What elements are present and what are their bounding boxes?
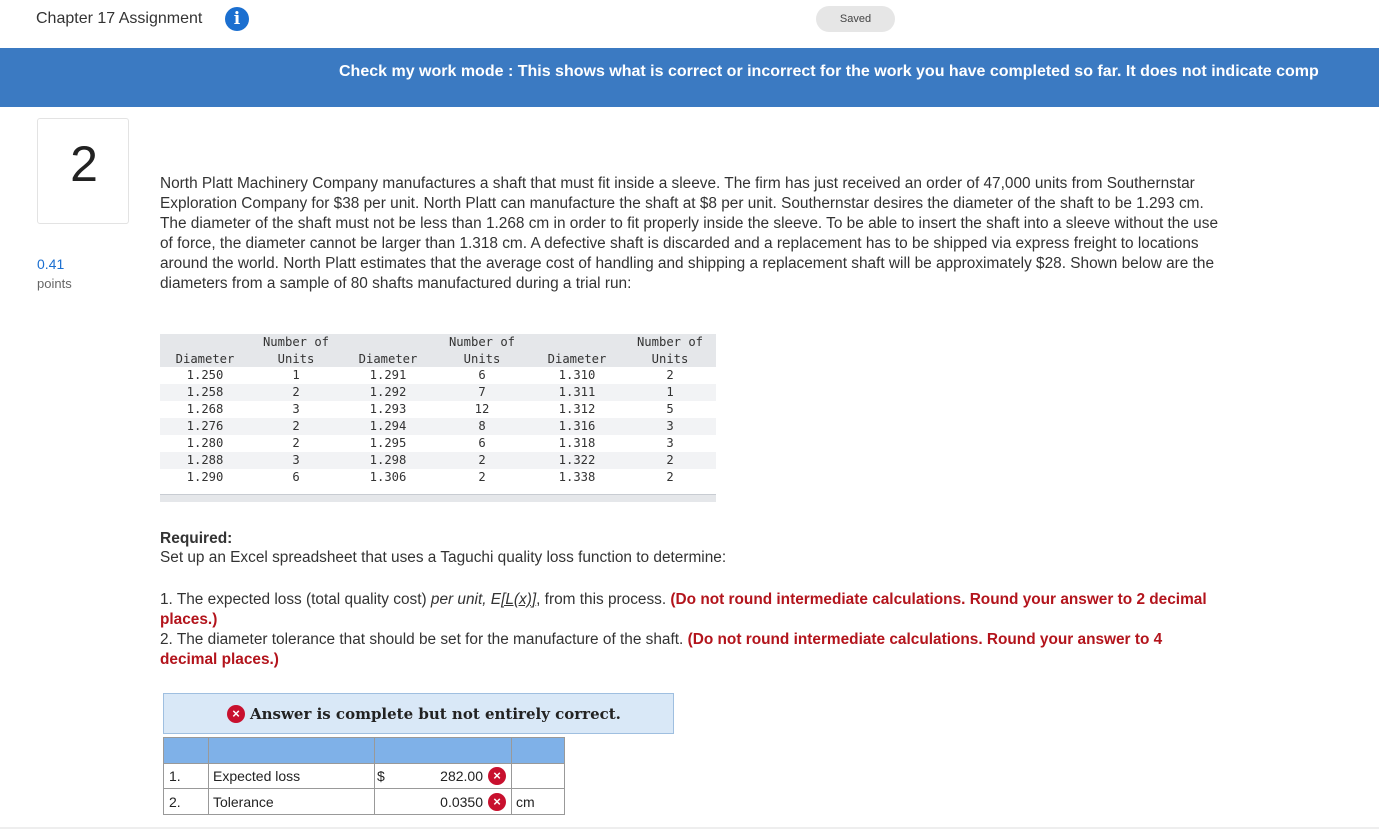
header-number-of-3: Number of bbox=[636, 335, 704, 349]
diameter-cell: 1.258 bbox=[186, 385, 224, 399]
top-bar bbox=[0, 0, 1379, 48]
units-cell: 2 bbox=[666, 453, 674, 467]
diameter-cell: 1.318 bbox=[558, 436, 596, 450]
diameter-cell: 1.268 bbox=[186, 402, 224, 416]
answer-row-number bbox=[163, 763, 209, 789]
diameter-cell: 1.288 bbox=[186, 453, 224, 467]
units-cell: 2 bbox=[666, 368, 674, 382]
units-cell: 2 bbox=[666, 470, 674, 484]
header-units-2: Units bbox=[463, 352, 501, 366]
answer-header-cell bbox=[511, 737, 565, 764]
units-cell: 1 bbox=[666, 385, 674, 399]
x-circle-icon: × bbox=[227, 705, 245, 723]
tolerance-input[interactable] bbox=[374, 788, 512, 815]
diameter-cell: 1.312 bbox=[558, 402, 596, 416]
answer-status-text: Answer is complete but not entirely correct. bbox=[250, 705, 621, 723]
diameter-cell: 1.338 bbox=[558, 470, 596, 484]
tolerance-unit: cm bbox=[516, 794, 535, 810]
expected-loss-input[interactable] bbox=[374, 763, 512, 789]
units-cell: 1 bbox=[292, 368, 300, 382]
units-cell: 3 bbox=[292, 453, 300, 467]
item2-prefix: 2. The diameter tolerance that should be set for the manufacture of the shaft. bbox=[160, 631, 688, 648]
assignment-title: Chapter 17 Assignment bbox=[36, 10, 203, 27]
points-value: 0.41 bbox=[37, 256, 65, 272]
units-cell: 6 bbox=[478, 368, 486, 382]
answer-row-label bbox=[208, 763, 375, 789]
units-cell: 5 bbox=[666, 402, 674, 416]
answer-row-label bbox=[208, 788, 375, 815]
diameter-cell: 1.298 bbox=[369, 453, 407, 467]
required-item-1 bbox=[160, 590, 1220, 630]
question-number-box bbox=[37, 118, 129, 224]
units-cell: 2 bbox=[292, 385, 300, 399]
required-item-2 bbox=[160, 630, 1220, 670]
diameter-cell: 1.316 bbox=[558, 419, 596, 433]
units-cell: 6 bbox=[478, 436, 486, 450]
required-title: Required: bbox=[160, 530, 233, 547]
required-list bbox=[160, 590, 1220, 670]
banner-text: Check my work mode : This shows what is correct or incorrect for the work you have completed so far. It does not indicate comp bbox=[339, 63, 1319, 80]
units-cell: 8 bbox=[478, 419, 486, 433]
shaft-diameter-table bbox=[160, 334, 716, 502]
units-cell: 2 bbox=[478, 470, 486, 484]
header-number-of-2: Number of bbox=[448, 335, 516, 349]
units-cell: 3 bbox=[666, 419, 674, 433]
diameter-cell: 1.290 bbox=[186, 470, 224, 484]
units-cell: 3 bbox=[666, 436, 674, 450]
answer-row-number bbox=[163, 788, 209, 815]
header-diameter-1: Diameter bbox=[175, 352, 235, 366]
diameter-cell: 1.306 bbox=[369, 470, 407, 484]
diameter-cell: 1.276 bbox=[186, 419, 224, 433]
expected-loss-label: Expected loss bbox=[213, 768, 301, 784]
diameter-cell: 1.295 bbox=[369, 436, 407, 450]
units-cell: 3 bbox=[292, 402, 300, 416]
tolerance-value: 0.0350 bbox=[440, 794, 483, 810]
diameter-cell: 1.311 bbox=[558, 385, 596, 399]
units-cell: 2 bbox=[292, 436, 300, 450]
points-label: points bbox=[37, 276, 72, 291]
item1-prefix: 1. The expected loss (total quality cost) bbox=[160, 591, 431, 608]
diameter-cell: 1.250 bbox=[186, 368, 224, 382]
table-bottom-border bbox=[160, 494, 716, 502]
diameter-cell: 1.291 bbox=[369, 368, 407, 382]
answer-header-cell bbox=[374, 737, 512, 764]
answer-unit-cell bbox=[511, 763, 565, 789]
diameter-cell: 1.292 bbox=[369, 385, 407, 399]
header-diameter-2: Diameter bbox=[358, 352, 418, 366]
diameter-cell: 1.294 bbox=[369, 419, 407, 433]
diameter-cell: 1.310 bbox=[558, 368, 596, 382]
required-intro: Set up an Excel spreadsheet that uses a Taguchi quality loss function to determine: bbox=[160, 549, 727, 566]
row-2-num: 2. bbox=[169, 794, 181, 810]
item1-bracket: [L(x)] bbox=[501, 591, 537, 608]
answer-header-cell bbox=[208, 737, 375, 764]
expected-loss-value: 282.00 bbox=[440, 768, 483, 784]
header-number-of-1: Number of bbox=[262, 335, 330, 349]
header-diameter-3: Diameter bbox=[547, 352, 607, 366]
units-cell: 6 bbox=[292, 470, 300, 484]
units-cell: 2 bbox=[478, 453, 486, 467]
item2-rounding-note: (Do not round intermediate calculations. Round your answer to 4 decimal places.) bbox=[160, 631, 1163, 668]
question-number: 2 bbox=[70, 136, 98, 192]
units-cell: 2 bbox=[292, 419, 300, 433]
item1-italic: per unit, E bbox=[430, 591, 502, 608]
item1-rounding-note: (Do not round intermediate calculations. Round your answer to 2 decimal places.) bbox=[160, 591, 1207, 628]
info-icon[interactable]: i bbox=[225, 7, 249, 31]
header-units-1: Units bbox=[277, 352, 315, 366]
header-units-3: Units bbox=[651, 352, 689, 366]
saved-status-badge: Saved bbox=[816, 6, 895, 32]
item1-suffix: , from this process. bbox=[536, 591, 671, 608]
incorrect-x-icon: × bbox=[488, 793, 506, 811]
row-1-num: 1. bbox=[169, 768, 181, 784]
diameter-cell: 1.322 bbox=[558, 453, 596, 467]
answer-status-box bbox=[163, 693, 674, 734]
currency-symbol: $ bbox=[377, 768, 385, 784]
units-cell: 12 bbox=[474, 402, 490, 416]
check-my-work-banner bbox=[0, 48, 1379, 107]
incorrect-x-icon: × bbox=[488, 767, 506, 785]
units-cell: 7 bbox=[478, 385, 486, 399]
answer-header-cell bbox=[163, 737, 209, 764]
question-text: North Platt Machinery Company manufactures a shaft that must fit inside a sleeve. The firm has just received an order of 47,000 units from Southernstar Exploration Company for $38 per unit. North Platt can manufacture the shaft at $8 per unit. Southernstar desires the diameter of the shaft to be 1.293 cm. The diameter of the shaft must not be less than 1.268 cm in order to fit properly inside the sleeve. To be able to insert the shaft into a sleeve without the use of force, the diameter cannot be larger than 1.318 cm. A defective shaft is discarded and a replacement has to be shipped via express freight to locations around the world. North Platt estimates that the average cost of handling and shipping a replacement shaft will be approximately $28. Shown below are the diameters from a sample of 80 shafts manufactured during a trial run: bbox=[160, 175, 1219, 292]
answer-unit-cell bbox=[511, 788, 565, 815]
page-bottom-divider bbox=[0, 827, 1379, 829]
diameter-cell: 1.293 bbox=[369, 402, 407, 416]
tolerance-label: Tolerance bbox=[213, 794, 274, 810]
diameter-cell: 1.280 bbox=[186, 436, 224, 450]
